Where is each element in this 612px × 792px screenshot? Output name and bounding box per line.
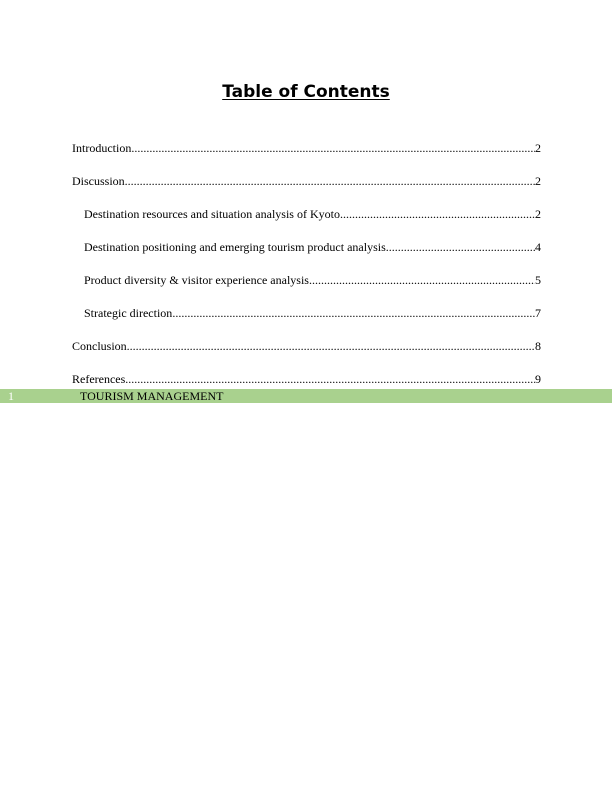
toc-entry-label: Introduction	[72, 141, 132, 155]
footer-running-head: TOURISM MANAGEMENT	[80, 389, 224, 403]
toc-title	[0, 82, 612, 102]
toc-entry-page: 8	[535, 339, 541, 353]
toc-entry-destination-positioning[interactable]	[72, 240, 541, 273]
toc-title-text: Table of Contents	[222, 82, 390, 102]
toc-leader-dots	[125, 174, 535, 188]
toc-entry-page: 5	[535, 273, 541, 287]
toc-entry-conclusion[interactable]	[72, 339, 541, 372]
toc-entry-discussion[interactable]	[72, 174, 541, 207]
toc-entry-page: 2	[535, 174, 541, 188]
toc-entry-destination-resources[interactable]	[72, 207, 541, 240]
toc-entry-page: 4	[535, 240, 541, 254]
toc-entry-strategic-direction[interactable]	[72, 306, 541, 339]
toc-leader-dots	[309, 273, 535, 287]
toc-entry-label: References	[72, 372, 126, 386]
toc-leader-dots	[340, 207, 535, 221]
toc-entry-page: 9	[535, 372, 541, 386]
footer-page-number: 1	[8, 389, 14, 403]
toc-entry-product-diversity[interactable]	[72, 273, 541, 306]
toc-entry-page: 7	[535, 306, 541, 320]
toc-leader-dots	[127, 339, 535, 353]
toc-leader-dots	[131, 141, 535, 155]
footer-band	[0, 389, 612, 403]
toc-entry-label: Strategic direction	[84, 306, 173, 320]
toc-leader-dots	[172, 306, 535, 320]
toc-entry-page: 2	[535, 141, 541, 155]
toc-entry-label: Conclusion	[72, 339, 127, 353]
toc-entry-introduction[interactable]	[72, 141, 541, 174]
toc-leader-dots	[386, 240, 535, 254]
toc-entry-label: Destination resources and situation analysis of Kyoto	[84, 207, 340, 221]
toc-list	[72, 141, 541, 405]
toc-entry-label: Discussion	[72, 174, 125, 188]
toc-entry-label: Destination positioning and emerging tourism product analysis	[84, 240, 386, 254]
toc-entry-page: 2	[535, 207, 541, 221]
toc-entry-label: Product diversity & visitor experience analysis	[84, 273, 309, 287]
toc-leader-dots	[125, 372, 535, 386]
